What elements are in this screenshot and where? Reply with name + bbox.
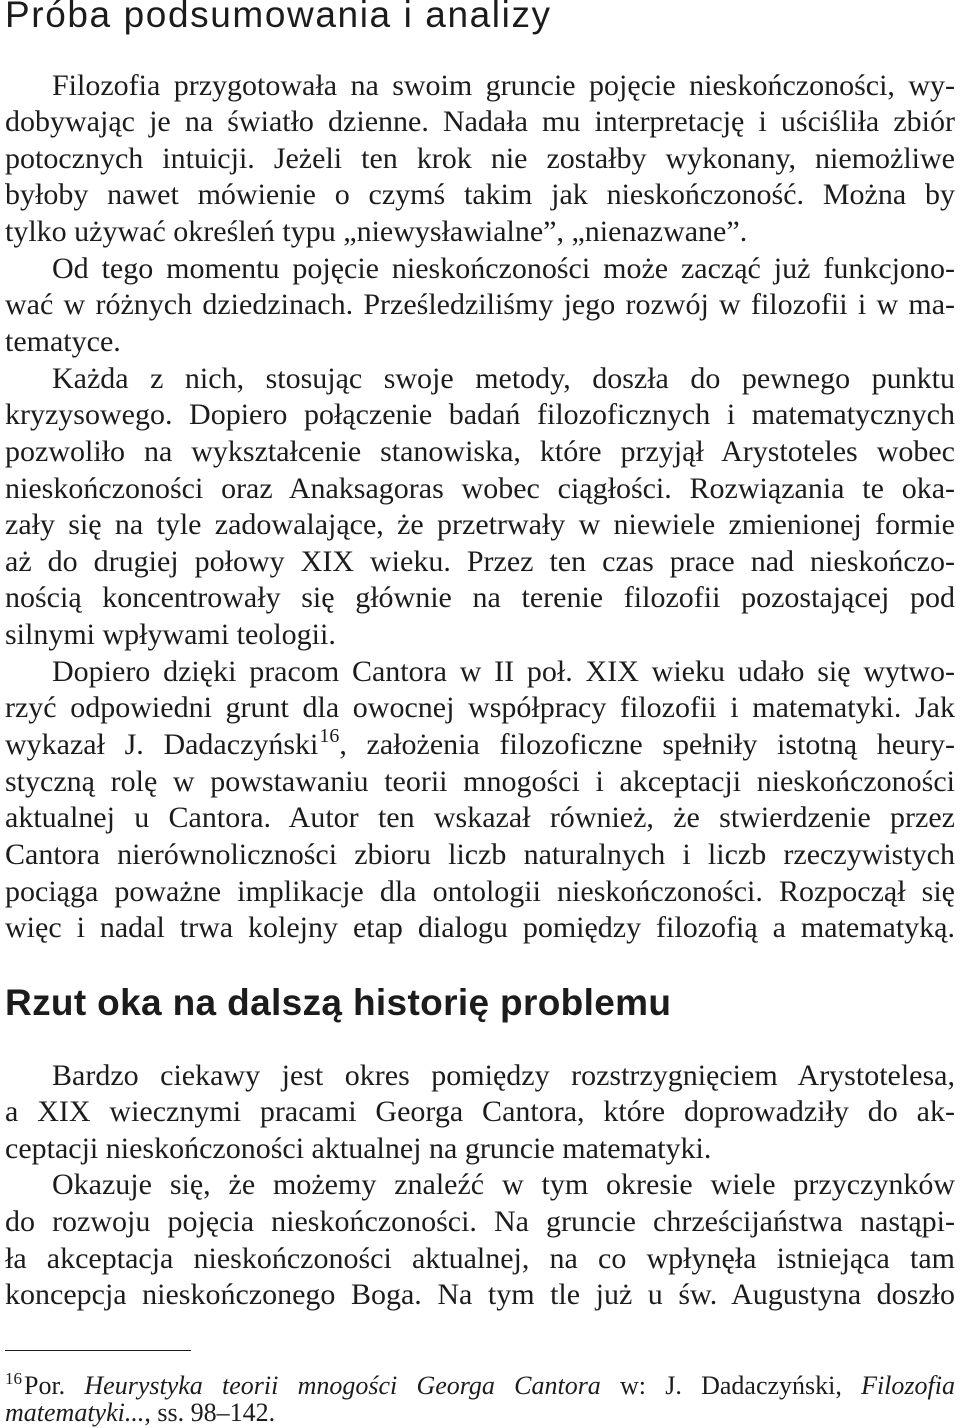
text-line: silnymi wpływami teologii.	[5, 618, 336, 652]
text-segment: wykazał J. Dadaczyński	[5, 728, 319, 762]
footnote-line	[5, 1369, 955, 1400]
text-line: Bardzo ciekawy jest okres pomiędzy rozstrzygnięciem Arystotelesa,	[52, 1058, 955, 1092]
section-body	[5, 68, 955, 947]
footnote-title: matematyki...	[5, 1398, 145, 1427]
footnote-title: Heurystyka teorii mnogości Georga Cantora	[84, 1371, 601, 1400]
paragraph	[5, 68, 955, 251]
footnote-text: Por.	[24, 1371, 85, 1400]
paragraph	[5, 1058, 955, 1168]
text-line: do rozwoju pojęcia nieskończoności. Na gruncie chrześcijaństwa nastąpi-	[5, 1205, 955, 1239]
footnote-text: , ss. 98–142.	[144, 1398, 276, 1427]
text-line: tylko używać określeń typu „niewysławialne”, „nienazwane”.	[5, 215, 748, 249]
text-segment: , założenia filozoficzne spełniły istotną heury-	[339, 728, 955, 762]
text-line: aż do drugiej połowy XIX wieku. Przez ten czas prace nad nieskończo-	[5, 544, 955, 578]
text-line: Filozofia przygotowała na swoim gruncie pojęcie nieskończoności, wy-	[52, 68, 955, 102]
text-line: Okazuje się, że możemy znaleźć w tym okresie wiele przyczynków	[52, 1168, 955, 1202]
text-line: wać w różnych dziedzinach. Prześledziliśmy jego rozwój w filozofii i w ma-	[5, 288, 955, 322]
text-line: byłoby nawet mówienie o czymś takim jak nieskończoność. Można by	[5, 178, 955, 212]
text-line: aktualnej u Cantora. Autor ten wskazał również, że stwierdzenie przez	[5, 801, 955, 835]
text-line: zały się na tyle zadowalające, że przetrwały w niewiele zmienionej formie	[5, 508, 955, 542]
footnote	[5, 1369, 955, 1427]
footnote-separator	[5, 1350, 191, 1351]
text-line: dobywając je na światło dzienne. Nadała mu interpretację i uściśliła zbiór	[5, 105, 955, 139]
footnote-text: w: J. Dadaczyński,	[600, 1371, 862, 1400]
text-line: pozwoliło na wykształcenie stanowiska, które przyjął Arystoteles wobec	[5, 434, 955, 468]
paragraph	[5, 1167, 955, 1314]
text-line: nieskończoności oraz Anaksagoras wobec ciągłości. Rozwiązania te oka-	[5, 471, 955, 505]
text-line: styczną rolę w powstawaniu teorii mnogości i akceptacji nieskończoności	[5, 764, 955, 798]
text-line: a XIX wiecznymi pracami Georga Cantora, które doprowadziły do ak-	[5, 1095, 955, 1129]
footnote-number: 16	[5, 1369, 22, 1388]
section-heading: Rzut oka na dalszą historię problemu	[5, 982, 672, 1023]
section-heading: Próba podsumowania i analizy	[5, 0, 552, 35]
text-line: Dopiero dzięki pracom Cantora w II poł. XIX wieku udało się wytwo-	[52, 654, 955, 688]
text-line: ła akceptacja nieskończoności aktualnej, na co wpłynęła istniejąca tam	[5, 1241, 955, 1275]
text-line: tematyce.	[5, 324, 121, 358]
paragraph	[5, 361, 955, 654]
text-line: rzyć odpowiedni grunt dla owocnej współpracy filozofii i matematyki. Jak	[5, 691, 955, 725]
footnote-reference: 16	[319, 725, 340, 748]
text-line: pociąga poważne implikacje dla ontologii nieskończoności. Rozpoczął się	[5, 874, 955, 908]
text-line: Każda z nich, stosując swoje metody, doszła do pewnego punktu	[52, 361, 955, 395]
text-line: potocznych intuicji. Jeżeli ten krok nie zostałby wykonany, niemożliwe	[5, 141, 955, 175]
text-line: kryzysowego. Dopiero połączenie badań filozoficznych i matematycznych	[5, 398, 955, 432]
text-line: ceptacji nieskończoności aktualnej na gruncie matematyki.	[5, 1131, 712, 1165]
text-line: koncepcja nieskończonego Boga. Na tym tle już u św. Augustyna doszło	[5, 1278, 955, 1312]
paragraph	[5, 654, 955, 947]
text-line: więc i nadal trwa kolejny etap dialogu pomiędzy filozofią a matematyką.	[5, 911, 955, 945]
text-line	[5, 727, 955, 764]
text-line: Od tego momentu pojęcie nieskończoności może zacząć już funkcjono-	[52, 251, 955, 285]
section-body	[5, 1058, 955, 1314]
text-line: Cantora nierównoliczności zbioru liczb naturalnych i liczb rzeczywistych	[5, 837, 955, 871]
paragraph	[5, 251, 955, 361]
footnote-title: Filozofia	[861, 1371, 955, 1400]
text-line: nością koncentrowały się głównie na terenie filozofii pozostającej pod	[5, 581, 955, 615]
footnote-line	[5, 1399, 955, 1426]
